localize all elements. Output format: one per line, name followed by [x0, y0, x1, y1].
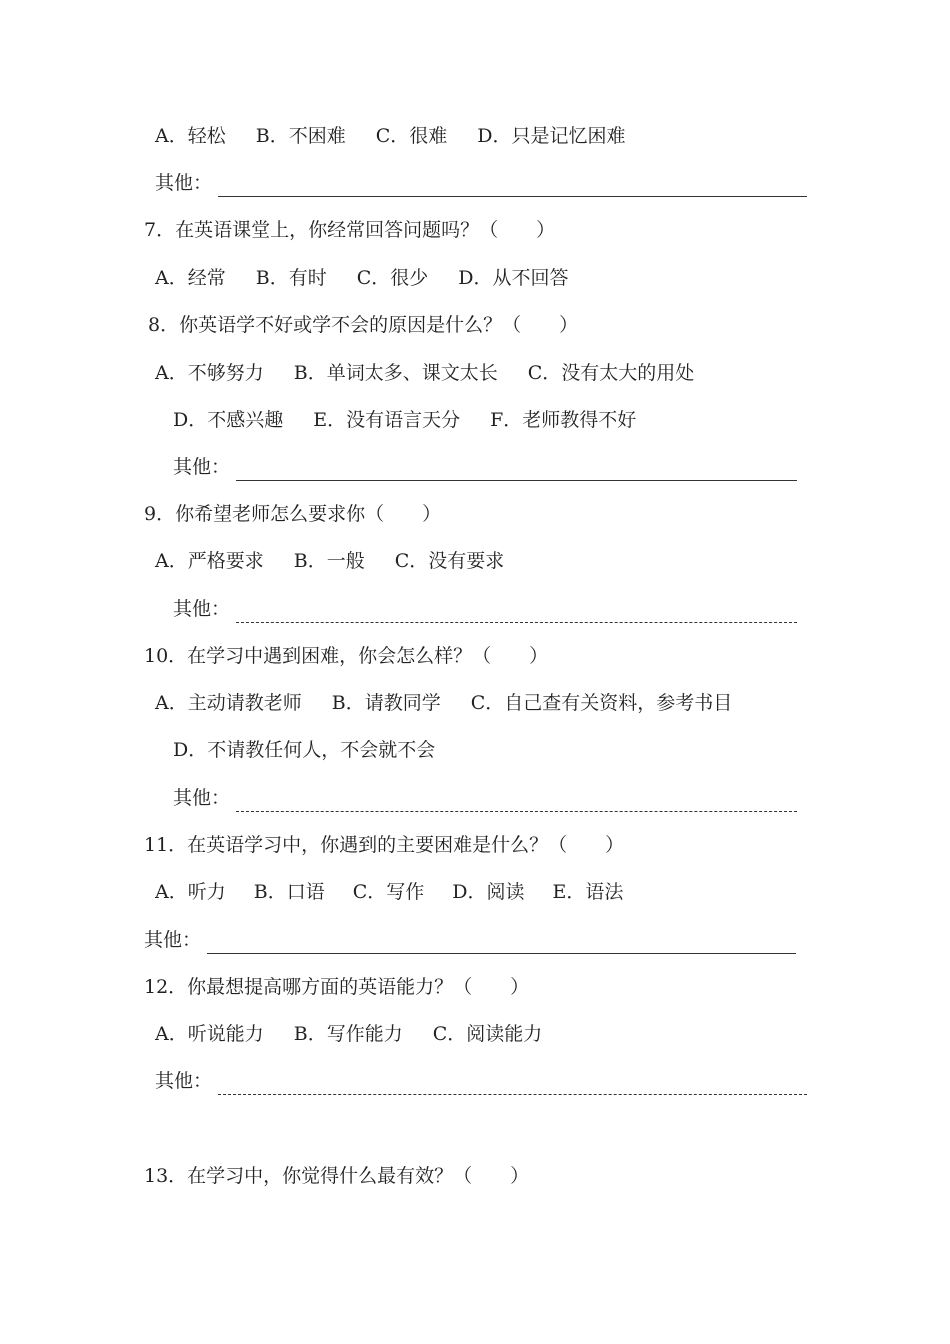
q11-other-row — [144, 928, 201, 952]
q8-option-c: C．没有太大的用处 — [527, 362, 695, 384]
q10-other-blank — [236, 811, 797, 812]
q11-option-a: A．听力 — [155, 881, 226, 903]
q6-option-c: C．很难 — [375, 125, 448, 147]
q11-option-e: E．语法 — [552, 881, 624, 903]
q10-question: 10．在学习中遇到困难，你会怎么样？（ ） — [144, 645, 549, 667]
q11-other-blank — [207, 953, 796, 954]
q10-option-b: B．请教同学 — [331, 692, 441, 714]
q8-other-blank — [236, 480, 797, 481]
q8-option-f: F．老师教得不好 — [490, 409, 637, 431]
q8-option-a: A．不够努力 — [155, 362, 264, 384]
q7-option-c: C．很少 — [356, 267, 429, 289]
q11-option-c: C．写作 — [352, 881, 425, 903]
q8-option-e: E．没有语言天分 — [313, 409, 461, 431]
q8-question: 8．你英语学不好或学不会的原因是什么？（ ） — [148, 314, 579, 336]
q10-option-a: A．主动请教老师 — [155, 692, 302, 714]
q10-option-d: D．不请教任何人，不会就不会 — [173, 739, 436, 761]
q9-option-a: A．严格要求 — [155, 550, 264, 572]
q9-option-b: B．一般 — [293, 550, 365, 572]
q8-other-row — [173, 455, 230, 479]
q11-question: 11．在英语学习中，你遇到的主要困难是什么？（ ） — [144, 834, 625, 856]
q8-other-label: 其他： — [173, 456, 231, 478]
q7-options — [155, 266, 568, 290]
q6-option-b: B．不困难 — [255, 125, 346, 147]
q6-other-row — [155, 171, 212, 195]
q9-other-row — [173, 597, 230, 621]
q13-question: 13．在学习中，你觉得什么最有效？（ ） — [144, 1165, 530, 1187]
q7-question: 7．在英语课堂上，你经常回答问题吗？（ ） — [144, 219, 556, 241]
q10-options-row1 — [155, 691, 732, 715]
q9-other-blank — [236, 622, 797, 623]
q10-other-row — [173, 786, 230, 810]
q8-option-b: B．单词太多、课文太长 — [293, 362, 498, 384]
q9-question: 9．你希望老师怎么要求你（ ） — [144, 503, 442, 525]
q12-other-blank — [218, 1094, 807, 1095]
q10-other-label: 其他： — [173, 787, 231, 809]
q6-option-d: D．只是记忆困难 — [477, 125, 626, 147]
q7-option-d: D．从不回答 — [458, 267, 569, 289]
q11-options — [155, 880, 623, 904]
q9-options — [155, 549, 504, 573]
q11-other-label: 其他： — [144, 929, 202, 951]
q10-options-row2 — [173, 738, 435, 762]
q12-option-b: B．写作能力 — [293, 1023, 403, 1045]
q6-other-blank — [218, 196, 807, 197]
q12-option-a: A．听说能力 — [155, 1023, 264, 1045]
q8-option-d: D．不感兴趣 — [173, 409, 284, 431]
q12-options — [155, 1022, 542, 1046]
q12-other-label: 其他： — [155, 1070, 213, 1092]
q10-option-c: C．自己查有关资料，参考书目 — [470, 692, 733, 714]
q9-option-c: C．没有要求 — [394, 550, 505, 572]
q7-option-b: B．有时 — [255, 267, 327, 289]
q12-other-row — [155, 1069, 212, 1093]
q6-option-a: A．轻松 — [155, 125, 226, 147]
q11-option-d: D．阅读 — [452, 881, 525, 903]
q12-option-c: C．阅读能力 — [432, 1023, 543, 1045]
q7-option-a: A．经常 — [155, 267, 226, 289]
q11-option-b: B．口语 — [253, 881, 325, 903]
q6-options — [155, 124, 625, 148]
q9-other-label: 其他： — [173, 598, 231, 620]
q8-options-row2 — [173, 408, 636, 432]
q6-other-label: 其他： — [155, 172, 213, 194]
q12-question: 12．你最想提高哪方面的英语能力？（ ） — [144, 976, 530, 998]
q8-options-row1 — [155, 361, 694, 385]
